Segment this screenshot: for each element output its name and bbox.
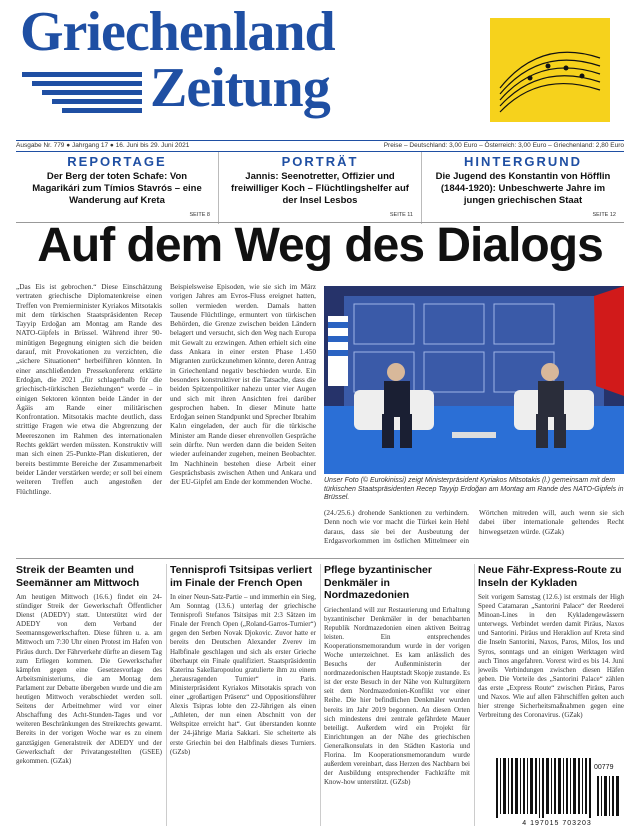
story-text: Griechenland will zur Restaurierung und Erhaltung byzantinischer Denkmäler in der benachbarten Republik Nordmazedonien einen aktiven Beitrag leisten. Ein entsprechendes Kooperationsmemorandum wurde in der vorigen Woche unterzeichnet. Es kam anlässlich des Besuchs der Außenministerin der nordmazedonischen Hauptstadt Skopje zustande. Es ist der erste Besuch in der Nähe von Kulturgütern seit dem Nordmazedonien-Konflikt vor einer Reihe. Die hier befindlichen Denkmäler wurden bereits im Jahr 2019 begonnen. An diesen Orten sich mindestens drei zentrale gefährdete Mauer beteiligt. Außerdem wird ein Projekt für Einrichtungen an der Nähe des griechischen Generalkonsulats in den Städten Kastoria und Florina. Im Kooperationsmemorandum wurde außerdem vereinbart, dass Herzen des Nachbarn bei der Ausbildung entsprechender Fachkräfte mit Know-how unterstützt. (GZsb) xyxy=(324,605,470,787)
teaser-hintergrund[interactable] xyxy=(421,152,624,224)
story-text: In einer Neun-Satz-Partie – und immerhin ein Sieg, Am Sonntag (13.6.) unterlag der griechische Tennisprofi Stefanos Tsitsipas mit 2:3 Sätzen im Finale der French Open („Roland-Garros-Turnier“) gegen den Serben Novak Djokovic. Zuvor hatte er bereits den Deutschen Alexander Zverev im Halbfinale geschlagen und sich als erster Grieche überhaupt ein Finale qualifiziert. Staatspräsidentin Katerina Sakellaropoulou gratulierte ihm zu einem „herausragenden Turnier“ in Paris. Ministerpräsident Kyriakos Mitsotakis sprach von einer „großartigen Präsenz“ und Oppositionsführer Alexis Tsipras lobte den 22-Jährigen als einen „Athleten, der nun einen Abschnitt von der Weltspitze erreicht hat“. Gut überstanden konnte der 24-jährige Maria Sakkari. Sie scheiterte als erste Griechin bei den Halbfinals dieses Turniers. (GZsb) xyxy=(170,593,316,756)
teaser-bar xyxy=(16,152,624,224)
masthead-title-line1: Griechenland xyxy=(20,1,335,63)
price-info: Preise – Deutschland: 3,00 Euro – Österreich: 3,00 Euro – Griechenland: 2,80 Euro xyxy=(383,142,624,149)
meeting-photo-illustration xyxy=(324,286,624,474)
masthead-logo xyxy=(490,18,610,122)
lead-photo-caption: Unser Foto (© Eurokinissi) zeigt Ministerpräsident Kyriakos Mitsotakis (l.) gemeinsam mit dem türkischen Staatspräsidenten Recep Tayyip Erdoğan am Montag am Rande des NATO-Gipfels in Brüssel. xyxy=(324,477,624,501)
teaser-page: SEITE 11 xyxy=(389,212,413,218)
story-faehre[interactable] xyxy=(478,564,624,754)
teaser-category: HINTERGRUND xyxy=(463,154,583,169)
issue-info: Ausgabe Nr. 779 ● Jahrgang 17 ● 16. Juni bis 29. Juni 2021 xyxy=(16,142,190,149)
teaser-text: Die Jugend des Konstantin von Höfflin (1844-1920): Unbeschwerte Jahre im jungen griechischen Staat xyxy=(435,171,611,206)
teaser-category: REPORTAGE xyxy=(67,154,167,169)
story-text: Am heutigen Mittwoch (16.6.) findet ein 24-stündiger Streik der Gewerkschaft Öffentlicher Dienst (ADEDY) statt. Unterstützt wird der ADEDY von dem Verband der Seemannsgewerkschaften. Diese führen u. a. am Mittwoch um 7:30 Uhr einen Protest im Hafen von Piräus durch. Der Fährverkehr dürfte an diesem Tag zum Erliegen kommen. Die Gewerkschafter kämpfen gegen eine Gesetzesvorlage des Arbeitsministeriums, die am Montag dem Parlament zur Debatte übergeben wurde und die am heutigen Mittwoch verabschiedet werden soll. Seitens der Arbeitnehmer wird vor einer Abschaffung des Acht-Stunden-Tages und vor weiteren Beschränkungen des Streikrechts gewarnt. Bereits in der vorigen Woche war es zu einem ganztägigen Generalstreik der ADEDY und der Gewerkschaft der Privatangestellten (GSEE) gekommen. (GZak) xyxy=(16,593,162,765)
teaser-page: SEITE 12 xyxy=(592,212,616,218)
barcode-number: 4 197015 703203 xyxy=(522,820,592,827)
logo-lines-icon xyxy=(490,18,610,122)
column-divider xyxy=(320,564,321,826)
story-text: Seit vorigem Samstag (12.6.) ist erstmals der High Speed Catamaran „Santorini Palace“ der Reederei Minoan-Lines in den Kykladengewässern unterwegs. Verbindet werden damit Piräus, Naxos und Santorini. Piräus und Heraklion auf Kreta sind die Inseln Santorini, Naxos, Paros, Milos, Ios und Syros, sonntags und an einigen Werktagen wird auch Tinos angefahren. Vorerst wird es bis 14. Juni jeweils Verbindungen zwischen diesen Häfen geben. Die Vorteile des „Santorini Palace“ zählen das erste „Express Route“ zwischen Piräus, Paros und Naxos. Wie auf allen Fährschiffen gelten auch hier strenge Sicherheitsmaßnahmen gegen eine Verbreitung des Coronavirus. (GZak) xyxy=(478,593,624,720)
main-headline[interactable]: Auf dem Weg des Dialogs xyxy=(37,219,603,272)
teaser-text: Der Berg der toten Schafe: Von Magarikári zum Tímios Stavrós – eine Wanderung auf Kreta xyxy=(32,171,202,206)
story-tsitsipas[interactable] xyxy=(170,564,316,826)
story-headline: Tennisprofi Tsitsipas verliert im Finale der French Open xyxy=(170,564,312,589)
story-headline: Streik der Beamten und Seemänner am Mittwoch xyxy=(16,564,140,589)
barcode-addon-icon xyxy=(596,776,622,816)
teaser-page: SEITE 8 xyxy=(189,212,210,218)
lead-article-col2: Beispielsweise Episoden, wie sie sich im März vorigen Jahres am Evros-Fluss ereignet hatten, sollen vermieden werden. Damals hatten Tausende Flüchtlinge, ermuntert von türkischen Behörden, die Grenze zwischen beiden Ländern belagert und versucht, sich den Weg nach Europa mit Gewalt zu erzwingen. Athen erhielt sich eine dass Ankara in einer ersten Phase 1.450 Migranten zurückzunehmen könnte, deren Antrag in Griechenland negativ beschieden wurde. Ein besonders konstruktiver ist die Tatsache, dass die beiden Spitzenpolitiker nahezu unter vier Augen und sich mit ihren Ansichten frei darüber gesprochen haben. In dieser Minute hatte Erdoğan seinen Standpunkt und Sprecher Ibrahim Kalın eingeladen, der auch für die türkische Minister am Rande dieser ehrenvollen Gespräche sein dürfte. Nun werden dann die beiden Seiten wieder aufeinander zugehen, meinen Beobachter. Im Nachhinein bestehen diese Arbeit einer Gesprächsbasis zwischen Athen und Ankara und der EU-Gipfel am Ende der kommenden Woche. xyxy=(170,282,316,487)
barcode-icon xyxy=(494,758,594,818)
masthead-stripes-decoration xyxy=(22,66,142,118)
lead-article-continuation: (24./25.6.) drohende Sanktionen zu verhindern. Denn noch wie vor macht die Türkei kein Hehl daraus, dass sie bei der Ausbeutung der Erdgasvorkommen im östlichen Mittelmeer ein Wörtchen mitreden will, auch wenn sie sich dabei über internationale geltendes Recht hinwegsetzen würde. (GZak) xyxy=(324,508,624,545)
section-rule xyxy=(16,558,624,559)
barcode-issue-number: 00779 xyxy=(594,764,614,771)
lead-photo[interactable] xyxy=(324,286,624,474)
masthead-rule-top xyxy=(16,140,624,141)
column-divider xyxy=(474,564,475,826)
story-denkmaeler[interactable] xyxy=(324,564,470,826)
story-streik[interactable] xyxy=(16,564,162,826)
story-headline: Neue Fähr-Express-Route zu Inseln der Kykladen xyxy=(478,564,622,589)
masthead-title-line2: Zeitung xyxy=(150,57,330,119)
teaser-category: PORTRÄT xyxy=(281,154,359,169)
teaser-text: Jannis: Seenotretter, Offizier und freiwilliger Koch – Flüchtlingshelfer auf der Insel Lesbos xyxy=(231,171,409,206)
issue-info-line xyxy=(16,142,624,149)
masthead xyxy=(0,0,640,150)
column-divider xyxy=(166,564,167,826)
lead-article-col1: „Das Eis ist gebrochen.“ Diese Einschätzung vertraten griechische Diplomatenkreise einen Treffen von Premierminister Kyriakos Mitsotakis mit dem türkischen Staatspräsidenten Recep Tayyip Erdoğan am Montag am Rande des NATO-Gipfels in Brüssel. Während ihrer 90-minütigen Begegnung einigten sich die beiden darauf, mit Provokationen zu verzichten, die „sichere Situationen“ herbeiführen könnten. In einer anschließenden Pressekonferenz erklärte Erdoğan, die 2021 „für schlagerhalb für die griechisch-türkischen Beziehungen“ werde – in einigen Sektoren könnten beide Länder in der Ägäis am Rande einer militärischen Konfrontation. Mitsotakis machte deutlich, dass strittige Fragen wie etwa die Abgrenzung der Meereszonen im Rahmen des internationalen Rechts geklärt werden müssten. Konstruktiv will man sich einen 25-Punkte-Plan diskutieren, der bereits bestimmte Bereiche der Zusammenarbeit beider Länder verstärken werde; er soll bei einem weiteren Treffen auch angestoßen der Flüchtlinge. xyxy=(16,282,162,496)
teaser-portraet[interactable] xyxy=(218,152,421,224)
teaser-reportage[interactable] xyxy=(16,152,218,224)
story-headline: Pflege byzantinischer Denkmäler in Nordmazedonien xyxy=(324,564,432,601)
